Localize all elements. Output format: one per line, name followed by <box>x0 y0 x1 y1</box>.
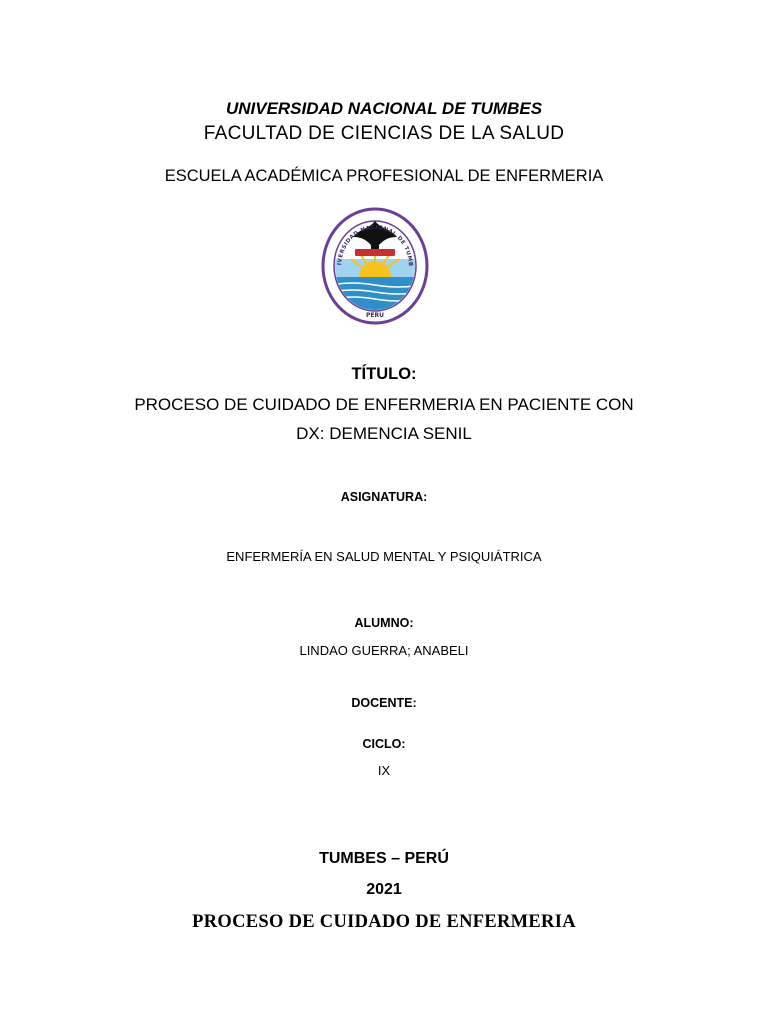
city-country: TUMBES – PERÚ <box>319 850 449 867</box>
subject-label: ASIGNATURA: <box>340 490 428 504</box>
student-value: LINDAO GUERRA; ANABELI <box>299 643 469 658</box>
section-heading: PROCESO DE CUIDADO DE ENFERMERIA <box>192 912 576 932</box>
school-name: ESCUELA ACADÉMICA PROFESIONAL DE ENFERMERIA <box>164 167 604 185</box>
university-name: UNIVERSIDAD NACIONAL DE TUMBES <box>225 99 543 118</box>
cycle-label: CICLO: <box>362 737 406 751</box>
student-label: ALUMNO: <box>354 616 414 630</box>
seal-text-bottom: PERU <box>366 312 384 319</box>
year: 2021 <box>366 881 402 898</box>
title-line-2: DX: DEMENCIA SENIL <box>296 424 472 443</box>
teacher-label: DOCENTE: <box>351 696 417 710</box>
faculty-name: FACULTAD DE CIENCIAS DE LA SALUD <box>203 123 565 144</box>
title-line-1: PROCESO DE CUIDADO DE ENFERMERIA EN PACIENTE CON <box>134 395 634 414</box>
subject-value: ENFERMERÍA EN SALUD MENTAL Y PSIQUIÁTRICA <box>226 549 542 564</box>
cycle-value: IX <box>377 763 391 778</box>
university-seal-icon <box>321 207 429 325</box>
seal-text-top: IVERSIDAD NACIONAL DE TUMB <box>337 224 414 267</box>
title-label: TÍTULO: <box>351 365 417 383</box>
